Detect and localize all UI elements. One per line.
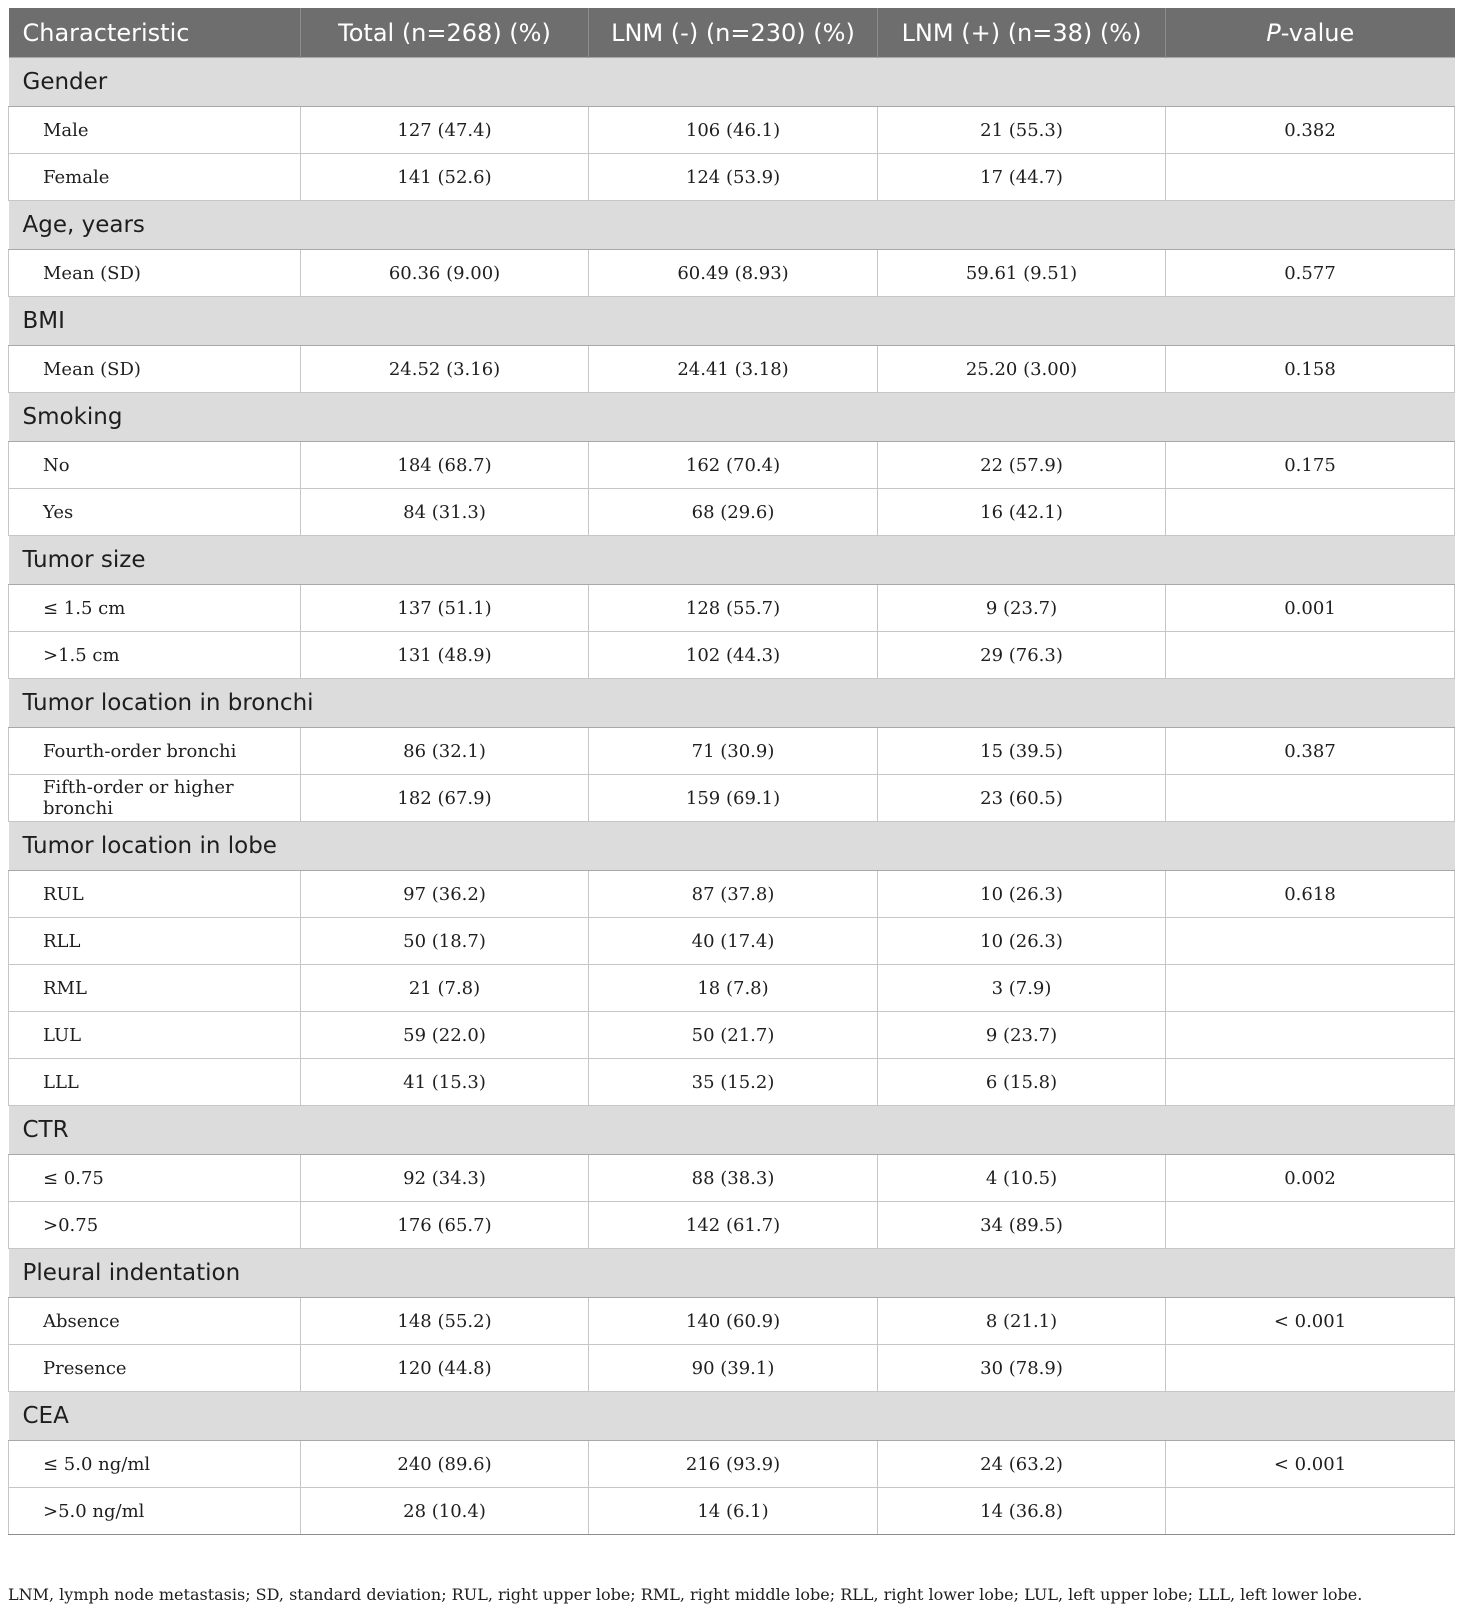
cell-lnm-positive: 3 (7.9) xyxy=(878,965,1166,1012)
cell-characteristic: LUL xyxy=(9,1012,301,1059)
cell-total: 131 (48.9) xyxy=(301,632,589,679)
cell-characteristic: ≤ 5.0 ng/ml xyxy=(9,1441,301,1488)
cell-total: 50 (18.7) xyxy=(301,918,589,965)
cell-characteristic: >5.0 ng/ml xyxy=(9,1488,301,1535)
cell-lnm-negative: 159 (69.1) xyxy=(589,775,878,822)
section-row xyxy=(9,679,1455,728)
cell-lnm-negative: 14 (6.1) xyxy=(589,1488,878,1535)
cell-p-value xyxy=(1166,632,1455,679)
cell-p-value: < 0.001 xyxy=(1166,1298,1455,1345)
cell-lnm-positive: 23 (60.5) xyxy=(878,775,1166,822)
cell-lnm-negative: 140 (60.9) xyxy=(589,1298,878,1345)
cell-p-value: 0.001 xyxy=(1166,585,1455,632)
cell-lnm-negative: 88 (38.3) xyxy=(589,1155,878,1202)
cell-p-value: 0.175 xyxy=(1166,442,1455,489)
table-row xyxy=(9,107,1455,154)
table-row xyxy=(9,442,1455,489)
section-title: Gender xyxy=(9,58,1455,107)
header-p-rest: -value xyxy=(1280,18,1355,47)
cell-total: 28 (10.4) xyxy=(301,1488,589,1535)
cell-total: 182 (67.9) xyxy=(301,775,589,822)
cell-total: 240 (89.6) xyxy=(301,1441,589,1488)
table-row xyxy=(9,1298,1455,1345)
cell-p-value xyxy=(1166,1345,1455,1392)
cell-characteristic: Mean (SD) xyxy=(9,250,301,297)
cell-total: 120 (44.8) xyxy=(301,1345,589,1392)
cell-lnm-positive: 25.20 (3.00) xyxy=(878,346,1166,393)
cell-characteristic: Fourth-order bronchi xyxy=(9,728,301,775)
cell-p-value xyxy=(1166,775,1455,822)
cell-characteristic: Absence xyxy=(9,1298,301,1345)
cell-lnm-positive: 8 (21.1) xyxy=(878,1298,1166,1345)
table-row xyxy=(9,1345,1455,1392)
cell-characteristic: RML xyxy=(9,965,301,1012)
cell-characteristic: No xyxy=(9,442,301,489)
cell-lnm-negative: 40 (17.4) xyxy=(589,918,878,965)
table-row xyxy=(9,1059,1455,1106)
cell-p-value: 0.002 xyxy=(1166,1155,1455,1202)
characteristics-table-container xyxy=(8,8,1454,1535)
cell-p-value xyxy=(1166,965,1455,1012)
cell-lnm-positive: 22 (57.9) xyxy=(878,442,1166,489)
cell-total: 84 (31.3) xyxy=(301,489,589,536)
cell-lnm-negative: 71 (30.9) xyxy=(589,728,878,775)
cell-p-value: 0.158 xyxy=(1166,346,1455,393)
header-p-value xyxy=(1166,8,1455,58)
table-row xyxy=(9,728,1455,775)
cell-lnm-negative: 102 (44.3) xyxy=(589,632,878,679)
cell-total: 21 (7.8) xyxy=(301,965,589,1012)
table-row xyxy=(9,1441,1455,1488)
header-p-italic: P xyxy=(1266,18,1281,47)
cell-total: 92 (34.3) xyxy=(301,1155,589,1202)
table-row xyxy=(9,775,1455,822)
header-total: Total (n=268) (%) xyxy=(301,8,589,58)
cell-lnm-positive: 10 (26.3) xyxy=(878,871,1166,918)
section-title: Tumor location in lobe xyxy=(9,822,1455,871)
cell-p-value xyxy=(1166,1488,1455,1535)
cell-lnm-negative: 18 (7.8) xyxy=(589,965,878,1012)
header-lnm-negative: LNM (-) (n=230) (%) xyxy=(589,8,878,58)
cell-lnm-positive: 21 (55.3) xyxy=(878,107,1166,154)
header-row xyxy=(9,8,1455,58)
table-row xyxy=(9,965,1455,1012)
cell-lnm-positive: 6 (15.8) xyxy=(878,1059,1166,1106)
cell-lnm-positive: 29 (76.3) xyxy=(878,632,1166,679)
section-title: Age, years xyxy=(9,201,1455,250)
table-row xyxy=(9,632,1455,679)
cell-lnm-positive: 59.61 (9.51) xyxy=(878,250,1166,297)
table-row xyxy=(9,1012,1455,1059)
table-body xyxy=(9,58,1455,1535)
cell-lnm-positive: 14 (36.8) xyxy=(878,1488,1166,1535)
cell-p-value: < 0.001 xyxy=(1166,1441,1455,1488)
table-row xyxy=(9,346,1455,393)
cell-lnm-negative: 90 (39.1) xyxy=(589,1345,878,1392)
cell-p-value xyxy=(1166,918,1455,965)
cell-p-value: 0.618 xyxy=(1166,871,1455,918)
cell-lnm-negative: 35 (15.2) xyxy=(589,1059,878,1106)
section-row xyxy=(9,536,1455,585)
cell-lnm-negative: 24.41 (3.18) xyxy=(589,346,878,393)
cell-p-value xyxy=(1166,489,1455,536)
section-row xyxy=(9,58,1455,107)
cell-total: 86 (32.1) xyxy=(301,728,589,775)
cell-lnm-positive: 10 (26.3) xyxy=(878,918,1166,965)
table-row xyxy=(9,1155,1455,1202)
cell-characteristic: Yes xyxy=(9,489,301,536)
table-row xyxy=(9,1202,1455,1249)
section-row xyxy=(9,201,1455,250)
cell-lnm-negative: 142 (61.7) xyxy=(589,1202,878,1249)
header-lnm-positive: LNM (+) (n=38) (%) xyxy=(878,8,1166,58)
cell-lnm-positive: 34 (89.5) xyxy=(878,1202,1166,1249)
cell-lnm-negative: 162 (70.4) xyxy=(589,442,878,489)
cell-lnm-negative: 68 (29.6) xyxy=(589,489,878,536)
cell-characteristic: Mean (SD) xyxy=(9,346,301,393)
table-header xyxy=(9,8,1455,58)
cell-lnm-negative: 50 (21.7) xyxy=(589,1012,878,1059)
cell-p-value xyxy=(1166,1059,1455,1106)
cell-lnm-positive: 30 (78.9) xyxy=(878,1345,1166,1392)
table-row xyxy=(9,1488,1455,1535)
section-title: Smoking xyxy=(9,393,1455,442)
cell-total: 41 (15.3) xyxy=(301,1059,589,1106)
cell-p-value xyxy=(1166,1202,1455,1249)
cell-total: 148 (55.2) xyxy=(301,1298,589,1345)
cell-total: 141 (52.6) xyxy=(301,154,589,201)
table-row xyxy=(9,250,1455,297)
cell-total: 60.36 (9.00) xyxy=(301,250,589,297)
table-row xyxy=(9,918,1455,965)
cell-characteristic: Fifth-order or higher bronchi xyxy=(9,775,301,822)
cell-lnm-positive: 9 (23.7) xyxy=(878,585,1166,632)
section-row xyxy=(9,1106,1455,1155)
cell-lnm-negative: 87 (37.8) xyxy=(589,871,878,918)
section-row xyxy=(9,297,1455,346)
cell-total: 127 (47.4) xyxy=(301,107,589,154)
cell-characteristic: Presence xyxy=(9,1345,301,1392)
section-title: Tumor location in bronchi xyxy=(9,679,1455,728)
cell-p-value: 0.382 xyxy=(1166,107,1455,154)
cell-characteristic: RUL xyxy=(9,871,301,918)
cell-p-value: 0.387 xyxy=(1166,728,1455,775)
section-title: CEA xyxy=(9,1392,1455,1441)
cell-lnm-negative: 106 (46.1) xyxy=(589,107,878,154)
table-row xyxy=(9,154,1455,201)
section-title: Pleural indentation xyxy=(9,1249,1455,1298)
section-row xyxy=(9,1392,1455,1441)
cell-total: 59 (22.0) xyxy=(301,1012,589,1059)
cell-characteristic: ≤ 0.75 xyxy=(9,1155,301,1202)
characteristics-table xyxy=(8,8,1455,1535)
cell-characteristic: RLL xyxy=(9,918,301,965)
cell-lnm-positive: 4 (10.5) xyxy=(878,1155,1166,1202)
cell-characteristic: >0.75 xyxy=(9,1202,301,1249)
cell-characteristic: >1.5 cm xyxy=(9,632,301,679)
header-characteristic: Characteristic xyxy=(9,8,301,58)
cell-lnm-negative: 60.49 (8.93) xyxy=(589,250,878,297)
cell-total: 137 (51.1) xyxy=(301,585,589,632)
section-row xyxy=(9,393,1455,442)
cell-characteristic: ≤ 1.5 cm xyxy=(9,585,301,632)
cell-lnm-positive: 17 (44.7) xyxy=(878,154,1166,201)
section-row xyxy=(9,822,1455,871)
cell-total: 97 (36.2) xyxy=(301,871,589,918)
cell-lnm-negative: 124 (53.9) xyxy=(589,154,878,201)
cell-lnm-positive: 15 (39.5) xyxy=(878,728,1166,775)
cell-lnm-positive: 24 (63.2) xyxy=(878,1441,1166,1488)
cell-p-value xyxy=(1166,1012,1455,1059)
cell-lnm-negative: 128 (55.7) xyxy=(589,585,878,632)
cell-total: 184 (68.7) xyxy=(301,442,589,489)
cell-lnm-positive: 16 (42.1) xyxy=(878,489,1166,536)
cell-characteristic: Female xyxy=(9,154,301,201)
cell-lnm-positive: 9 (23.7) xyxy=(878,1012,1166,1059)
table-row xyxy=(9,489,1455,536)
cell-p-value xyxy=(1166,154,1455,201)
section-title: CTR xyxy=(9,1106,1455,1155)
cell-total: 176 (65.7) xyxy=(301,1202,589,1249)
section-title: BMI xyxy=(9,297,1455,346)
cell-p-value: 0.577 xyxy=(1166,250,1455,297)
cell-characteristic: LLL xyxy=(9,1059,301,1106)
section-title: Tumor size xyxy=(9,536,1455,585)
table-row xyxy=(9,585,1455,632)
table-footnote: LNM, lymph node metastasis; SD, standard deviation; RUL, right upper lobe; RML, right middle lobe; RLL, right lower lobe; LUL, left upper lobe; LLL, left lower lobe. xyxy=(8,1585,1363,1604)
cell-characteristic: Male xyxy=(9,107,301,154)
section-row xyxy=(9,1249,1455,1298)
cell-lnm-negative: 216 (93.9) xyxy=(589,1441,878,1488)
cell-total: 24.52 (3.16) xyxy=(301,346,589,393)
table-row xyxy=(9,871,1455,918)
